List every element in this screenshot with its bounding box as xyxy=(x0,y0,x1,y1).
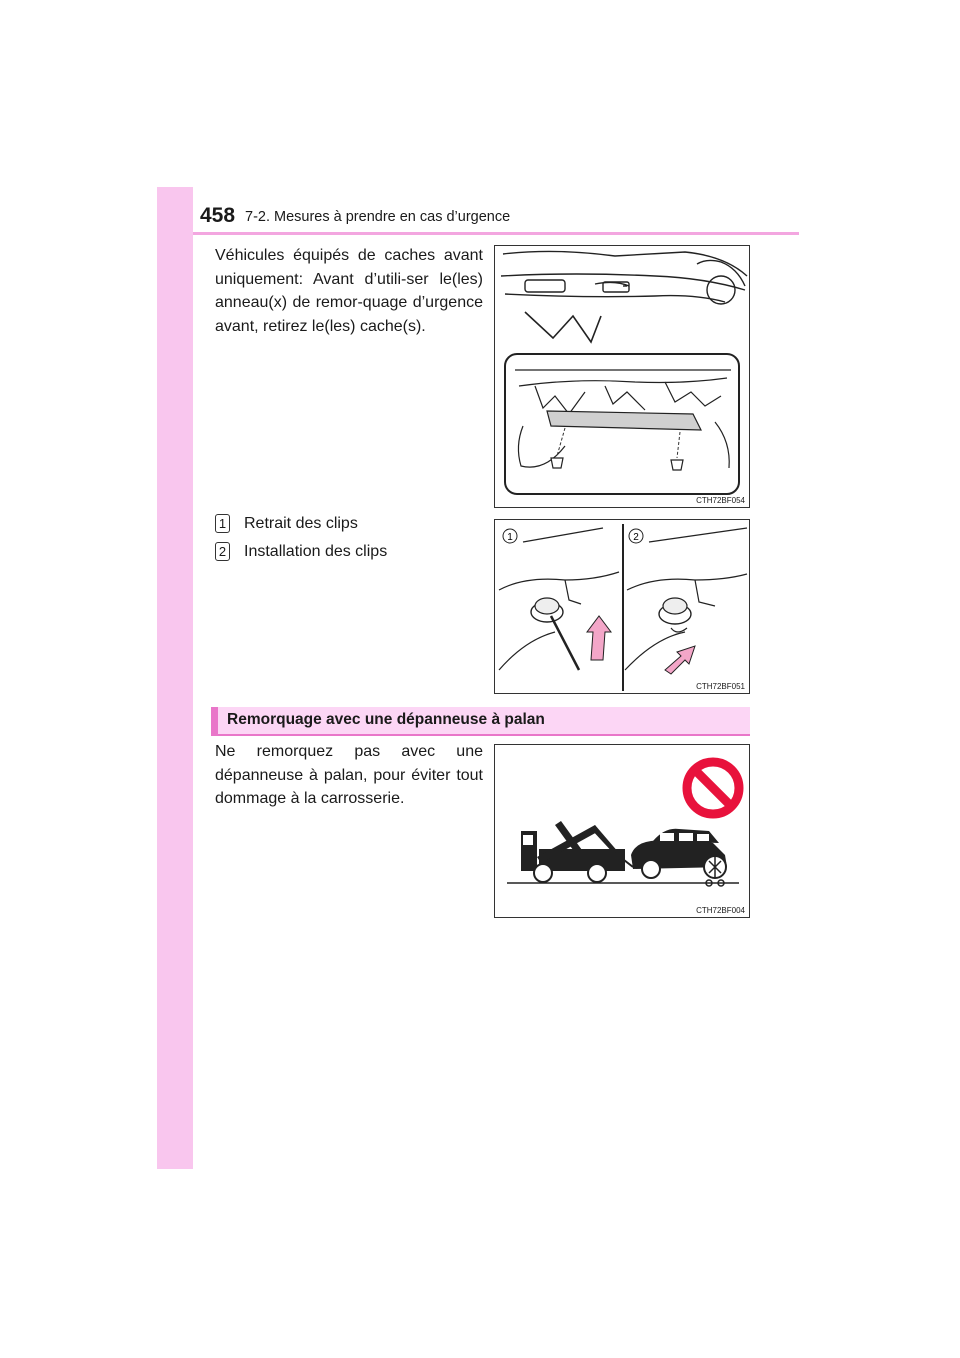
intro-paragraph: Véhicules équipés de caches avant uniquement: Avant d’utili-ser le(les) anneau(x) de remor-quage d’urgence avant, retirez le(les) cache(s). xyxy=(215,247,483,335)
section-heading-bar xyxy=(211,707,218,734)
step-1 xyxy=(215,514,358,533)
prohibition-sign-icon xyxy=(687,762,739,814)
figure-code: CTH72BF054 xyxy=(696,496,745,505)
step-2 xyxy=(215,542,387,561)
chapter-title: 7-2. Mesures à prendre en cas d’urgence xyxy=(245,209,511,225)
clip-illustration xyxy=(494,519,750,694)
step-label: Installation des clips xyxy=(244,542,388,560)
tow-truck-prohibition-illustration xyxy=(494,744,750,918)
section-heading xyxy=(211,707,750,734)
section-paragraph: Ne remorquez pas avec une dépanneuse à palan, pour éviter tout dommage à la carrosserie. xyxy=(215,743,483,808)
section-heading-text: Remorquage avec une dépanneuse à palan xyxy=(227,711,545,728)
section-heading-rule xyxy=(211,734,750,736)
fig-label-2: 2 xyxy=(633,532,639,543)
side-band xyxy=(157,187,193,1169)
page-number: 458 xyxy=(200,204,236,227)
figure-code: CTH72BF004 xyxy=(696,906,745,915)
figure-code: CTH72BF051 xyxy=(696,682,745,691)
front-cover-illustration xyxy=(494,245,750,508)
header-rule xyxy=(193,232,799,235)
step-number-badge: 1 xyxy=(215,514,230,533)
step-label: Retrait des clips xyxy=(244,514,358,532)
fig-label-1: 1 xyxy=(507,532,513,543)
step-number-badge: 2 xyxy=(215,542,230,561)
